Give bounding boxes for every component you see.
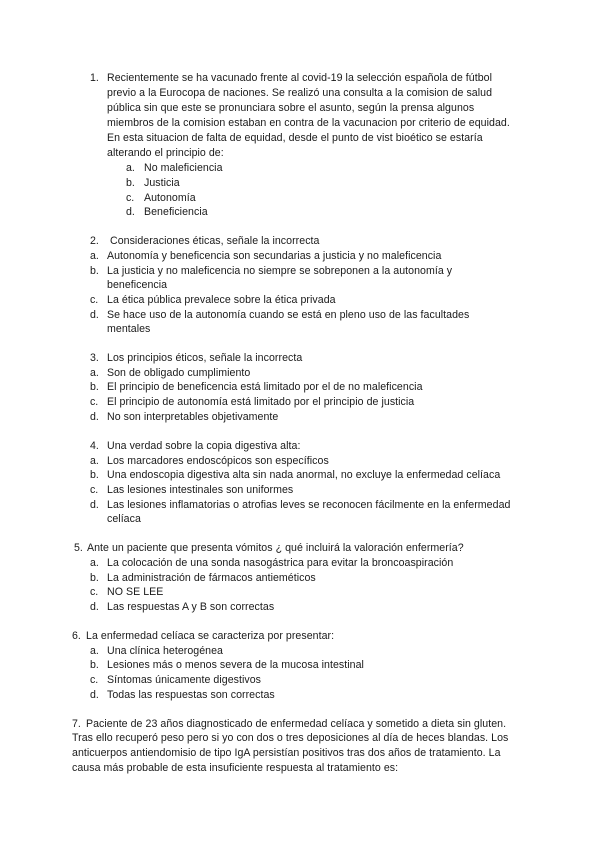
option-letter: d. [90, 309, 99, 321]
option-letter: d. [90, 411, 99, 423]
option-letter: b. [90, 659, 99, 671]
option-letter: b. [90, 265, 99, 277]
question-number: 2. [90, 235, 99, 247]
option-text: No son interpretables objetivamente [107, 411, 279, 423]
option-letter: c. [90, 484, 99, 496]
option-letter: c. [90, 396, 99, 408]
question-text-line: alterando el principio de: [107, 147, 224, 159]
question-text-line: Paciente de 23 años diagnosticado de enfermedad celíaca y sometido a dieta sin gluten. [86, 718, 507, 730]
option-letter: b. [90, 469, 99, 481]
option-letter: c. [90, 586, 99, 598]
option-text: Una clínica heterogénea [107, 645, 223, 657]
option-text: No maleficiencia [144, 162, 223, 174]
question-text-line: Ante un paciente que presenta vómitos ¿ qué incluirá la valoración enfermería? [87, 542, 464, 554]
question-text-line: Los principios éticos, señale la incorrecta [107, 352, 303, 364]
question-text-line: Consideraciones éticas, señale la incorrecta [110, 235, 320, 247]
question-text-line: pública sin que este se pronunciara sobre el asunto, según la prensa algunos [107, 102, 475, 114]
question-number: 3. [90, 352, 99, 364]
option-text: Las respuestas A y B son correctas [107, 601, 275, 613]
option-text: La colocación de una sonda nasogástrica para evitar la broncoaspiración [107, 557, 454, 569]
question-number: 5. [74, 542, 83, 554]
option-letter: c. [90, 674, 99, 686]
option-text: Los marcadores endoscópicos son específicos [107, 455, 329, 467]
option-letter: c. [90, 294, 99, 306]
option-letter: a. [90, 557, 99, 569]
option-letter: b. [90, 572, 99, 584]
question-number: 4. [90, 440, 99, 452]
option-text: El principio de beneficencia está limitado por el de no maleficencia [107, 381, 423, 393]
option-text-continuation: celíaca [107, 513, 141, 525]
option-letter: d. [90, 689, 99, 701]
option-text: El principio de autonomía está limitado por el principio de justicia [107, 396, 415, 408]
option-letter: a. [126, 162, 135, 174]
option-letter: a. [90, 645, 99, 657]
question-text-line: Una verdad sobre la copia digestiva alta: [107, 440, 301, 452]
option-letter: a. [90, 250, 99, 262]
question-text-line: previo a la Eurocopa de naciones. Se realizó una consulta a la comision de salud [107, 87, 493, 99]
question-text-line: causa más probable de esta insuficiente respuesta al tratamiento es: [72, 762, 399, 774]
question-number: 6. [72, 630, 81, 642]
option-text: Beneficiencia [144, 206, 208, 218]
option-letter: d. [90, 601, 99, 613]
question-number: 1. [90, 72, 99, 84]
option-text: Lesiones más o menos severa de la mucosa intestinal [107, 659, 364, 671]
option-text-continuation: beneficencia [107, 279, 168, 291]
option-letter: d. [90, 499, 99, 511]
question-text-line: La enfermedad celíaca se caracteriza por presentar: [86, 630, 335, 642]
option-text: Síntomas únicamente digestivos [107, 674, 262, 686]
option-text: La administración de fármacos antieméticos [107, 572, 316, 584]
option-text: La ética pública prevalece sobre la ética privada [107, 294, 336, 306]
option-text: Las lesiones inflamatorias o atrofias leves se reconocen fácilmente en la enfermedad [107, 499, 511, 511]
option-text: Justicia [144, 177, 180, 189]
question-text-line: En esta situacion de falta de equidad, desde el punto de vist bioético se estaría [107, 132, 483, 144]
option-text: Autonomía y beneficencia son secundarias a justicia y no maleficencia [107, 250, 442, 262]
option-text: Las lesiones intestinales son uniformes [107, 484, 294, 496]
option-letter: b. [90, 381, 99, 393]
option-text-continuation: mentales [107, 323, 151, 335]
option-text: La justicia y no maleficencia no siempre se sobreponen a la autonomía y [107, 265, 453, 277]
option-text: Autonomía [144, 192, 196, 204]
option-text: Una endoscopia digestiva alta sin nada anormal, no excluye la enfermedad celíaca [107, 469, 501, 481]
option-letter: b. [126, 177, 135, 189]
question-number: 7. [72, 718, 81, 730]
question-text-line: anticuerpos antiendomisio de tipo IgA persistían positivos tras dos años de tratamiento. La [72, 747, 501, 759]
option-text: Todas las respuestas son correctas [107, 689, 275, 701]
option-text: Son de obligado cumplimiento [107, 367, 251, 379]
option-letter: a. [90, 367, 99, 379]
option-letter: c. [126, 192, 135, 204]
question-text-line: Recientemente se ha vacunado frente al covid-19 la selección española de fútbol [107, 72, 492, 84]
option-text: Se hace uso de la autonomía cuando se está en pleno uso de las facultades [107, 309, 470, 321]
option-letter: a. [90, 455, 99, 467]
option-text: NO SE LEE [107, 586, 164, 598]
question-text-line: miembros de la comision estaban en contra de la vacunacion por criterio de equidad. [107, 117, 510, 129]
question-text-line: Tras ello recuperó peso pero si yo con dos o tres deposiciones al día de heces blandas. Los [72, 732, 509, 744]
option-letter: d. [126, 206, 135, 218]
